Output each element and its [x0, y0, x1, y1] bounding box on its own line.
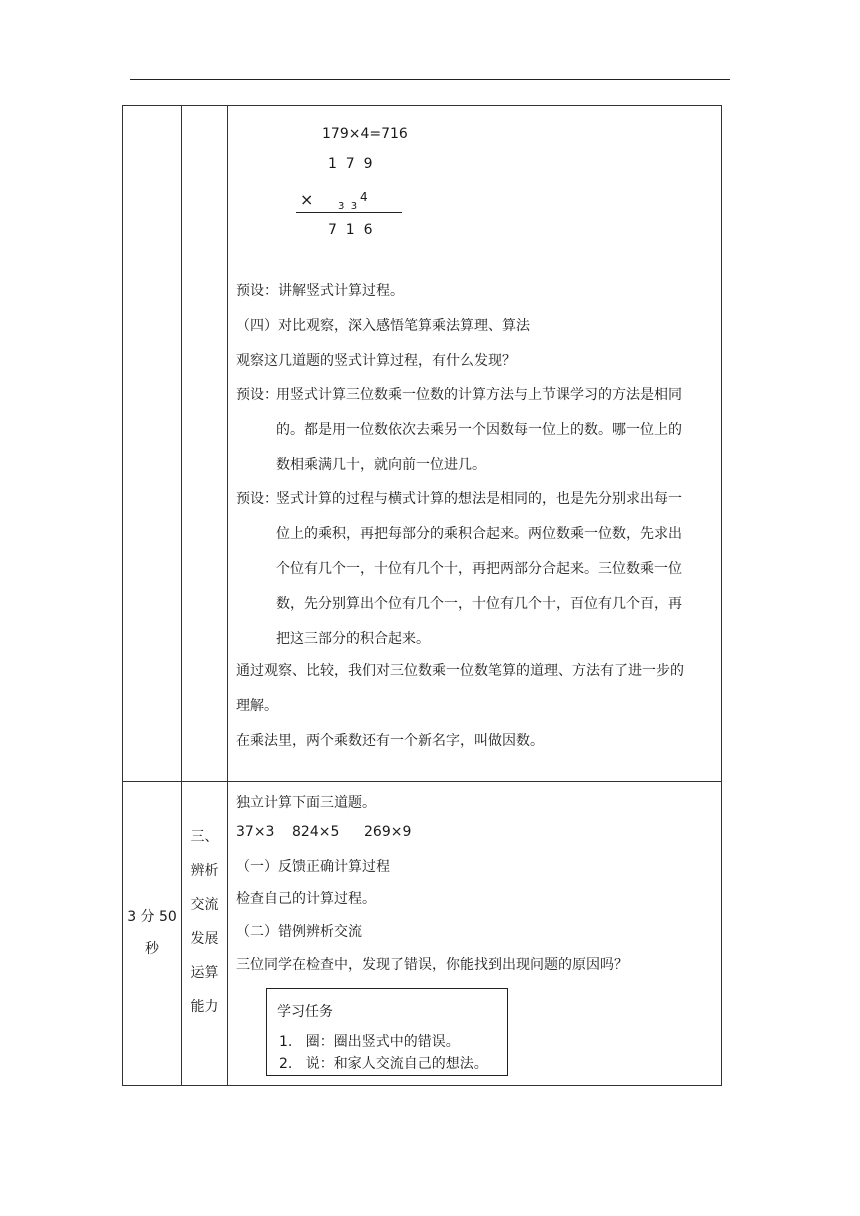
preset-2-line-1: 竖式计算的过程与横式计算的想法是相同的，也是先分别求出每一	[276, 491, 682, 507]
section-heading-4: （四）对比观察，深入感悟笔算乘法算理、算法	[236, 318, 530, 334]
content-cell	[228, 106, 722, 782]
preset-2-label: 预设：	[236, 491, 278, 507]
summary-line-1: 通过观察、比较，我们对三位数乘一位数笔算的道理、方法有了进一步的	[236, 663, 684, 679]
preset-1	[236, 378, 714, 483]
summary-line-2: 理解。	[236, 698, 278, 714]
step-char: 能力	[190, 999, 219, 1015]
preset-2-line-4: 数，先分别算出个位有几个一，十位有几个十，百位有几个百，再	[276, 596, 682, 612]
header-rule	[130, 79, 730, 80]
task-item-2: 2. 说：和家人交流自己的想法。	[279, 1056, 488, 1072]
problem-1: 37×3	[236, 824, 275, 840]
vertical-underline	[296, 212, 402, 213]
factor-definition: 在乘法里，两个乘数还有一个新名字，叫做因数。	[236, 733, 544, 749]
task-item-1: 1. 圈：圈出竖式中的错误。	[279, 1034, 460, 1050]
vertical-result: 7 1 6	[328, 222, 373, 238]
section-heading-1: （一）反馈正确计算过程	[236, 859, 390, 875]
preset-1-line-1: 用竖式计算三位数乘一位数的计算方法与上节课学习的方法是相同	[276, 387, 682, 403]
check-process: 检查自己的计算过程。	[236, 891, 376, 907]
equation: 179×4=716	[322, 126, 408, 142]
problem-2: 824×5	[292, 824, 340, 840]
preset-1-label: 预设：	[236, 387, 278, 403]
task-title: 学习任务	[277, 1004, 333, 1020]
table-row	[123, 782, 722, 1086]
preset-1-line-3: 数相乘满几十，就向前一位进几。	[276, 457, 486, 473]
preset-1-line-2: 的。都是用一位数依次去乘另一个因数每一位上的数。哪一位上的	[276, 422, 682, 438]
time-cell	[123, 782, 182, 1086]
step-cell	[182, 782, 228, 1086]
content-cell	[228, 782, 722, 1086]
preset-2-line-2: 位上的乘积，再把每部分的乘积合起来。两位数乘一位数，先求出	[276, 526, 682, 542]
preset-2-line-5: 把这三部分的积合起来。	[276, 631, 430, 647]
independent-calc: 独立计算下面三道题。	[236, 795, 376, 811]
times-sign: ×	[300, 190, 314, 209]
table-row	[123, 106, 722, 782]
carry-digits: 3 3	[338, 201, 358, 212]
step-cell	[182, 106, 228, 782]
preset-2	[236, 482, 714, 657]
time-line-2: 秒	[145, 941, 159, 957]
step-char: 辨析	[190, 863, 219, 879]
learning-task-box	[266, 988, 508, 1076]
error-question: 三位同学在检查中，发现了错误，你能找到出现问题的原因吗？	[236, 957, 628, 973]
multiplier-digit: 4	[360, 190, 368, 204]
vertical-top-number: 1 7 9	[328, 156, 373, 172]
section-heading-2: （二）错例辨析交流	[236, 924, 362, 940]
problem-3: 269×9	[364, 824, 412, 840]
time-line-1: 3 分 50	[127, 909, 177, 925]
preset-2-line-3: 个位有几个一，十位有几个十，再把两部分合起来。三位数乘一位	[276, 561, 682, 577]
time-cell	[123, 106, 182, 782]
lesson-table	[122, 105, 722, 1086]
step-char: 交流	[190, 897, 219, 913]
preset-explain: 预设：讲解竖式计算过程。	[236, 283, 404, 299]
step-char: 发展	[190, 931, 219, 947]
observe-question: 观察这几道题的竖式计算过程，有什么发现？	[236, 353, 516, 369]
step-char: 三、	[190, 829, 219, 845]
step-char: 运算	[190, 965, 219, 981]
